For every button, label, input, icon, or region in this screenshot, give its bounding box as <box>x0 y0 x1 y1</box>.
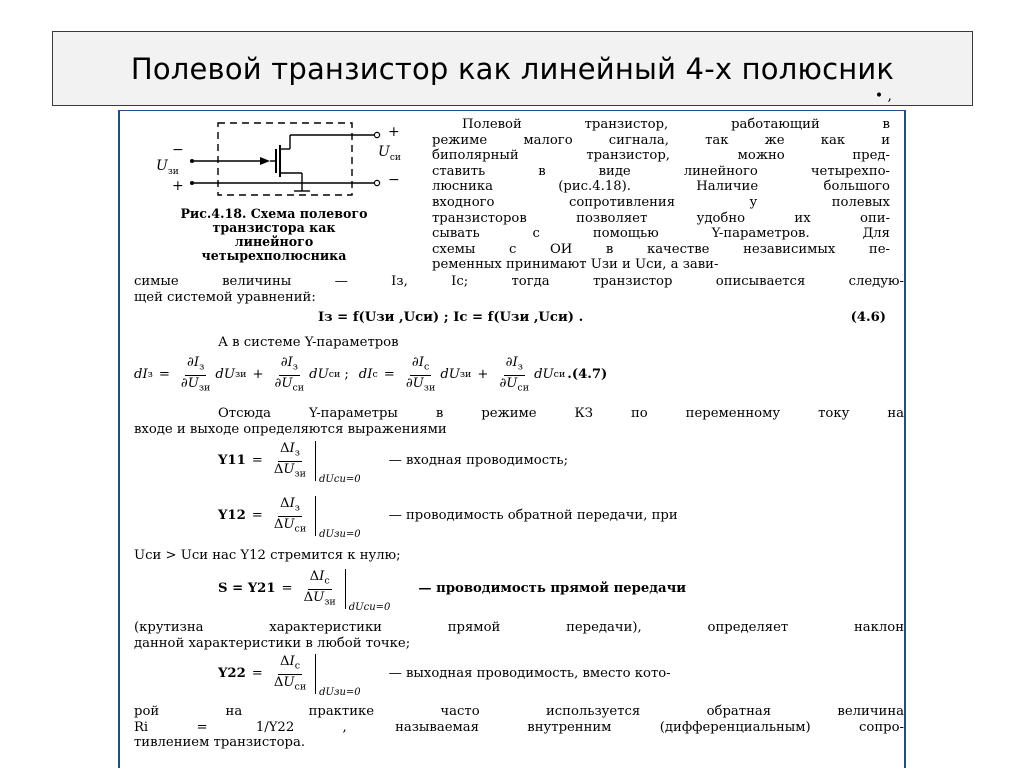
slide-title: Полевой транзистор как линейный 4-х полюсник <box>130 51 895 86</box>
intro-paragraph: Полевой транзистор, работающий в режиме малого сигнала, так же как и биполярный транзистор, можно пред- ставить в виде линейного четырехпо- люсника (рис.4.18). Наличие большого входного сопротивления у полевых транзисторов позволяет удобно их опи- сывать с помощью Y-параметров. Для схемы с ОИ в качестве независимых пе- ременных принимают Uзи и Uси, а зави- <box>432 117 890 273</box>
y12-definition: Y12 = $\frac{\Delta I_з}{\Delta U_{си}}$ dUзи=0 — проводимость обратной передачи, при <box>218 496 678 540</box>
figure-caption: Рис.4.18. Схема полевого транзистора как линейного четырехполюсника <box>180 206 368 263</box>
kz-paragraph: Отсюда Y-параметры в режиме КЗ по переменному току на входе и выходе определяются выражениями <box>134 406 904 437</box>
intro-continuation: симые величины — Iз, Iс; тогда транзистор описывается следую- щей системой уравнений: <box>134 274 904 305</box>
slide-title-box <box>52 31 973 106</box>
output-voltage-label: $U_{си}$ <box>378 144 401 163</box>
y-system-intro: А в системе Y-параметров <box>218 335 399 350</box>
y12-note: Uси > Uси нас Y12 стремится к нулю; <box>134 548 401 563</box>
equation-4-7: dI з = $\frac{\partial I_з}{\partial U_{зи}}$ dU зи + $\frac{\partial I_з}{\partial U_{си}}$ dU си ; dI с = $\frac{\partial I_с}{\partial U_{зи}}$ dU зи + $\frac{\partial I_з}{\partial U_{си}}$ dU си .(4.7) <box>134 355 608 394</box>
output-plus-sign: + <box>388 124 400 140</box>
y21-explanation: (крутизна характеристики прямой передачи), определяет наклон данной характеристики в любой точке; <box>134 620 904 651</box>
scanned-page <box>118 88 906 768</box>
equation-4-6: Iз = f(Uзи ,Uси) ; Iс = f(Uзи ,Uси) . (4.6) <box>318 310 886 325</box>
y21-definition: S = Y21 = $\frac{\Delta I_с}{\Delta U_{зи}}$ dUси=0 — проводимость прямой передачи <box>218 569 687 613</box>
y11-definition: Y11 = $\frac{\Delta I_з}{\Delta U_{зи}}$ dUси=0 — входная проводимость; <box>218 441 569 485</box>
equation-4-7-number: .(4.7) <box>567 367 608 383</box>
input-plus-sign: + <box>172 178 184 194</box>
input-voltage-label: $U_{зи}$ <box>156 158 179 177</box>
output-minus-sign: − <box>388 172 400 188</box>
final-paragraph: рой на практике часто используется обратная величина Ri = 1/Y22 , называемая внутренним (дифференциальным) сопро- тивлением транзистора. <box>134 704 904 751</box>
scan-artifact-mark: • , <box>874 88 892 105</box>
y22-definition: Y22 = $\frac{\Delta I_с}{\Delta U_{си}}$ dUзи=0 — выходная проводимость, вместо кото- <box>218 654 671 698</box>
input-minus-sign: − <box>172 142 184 158</box>
